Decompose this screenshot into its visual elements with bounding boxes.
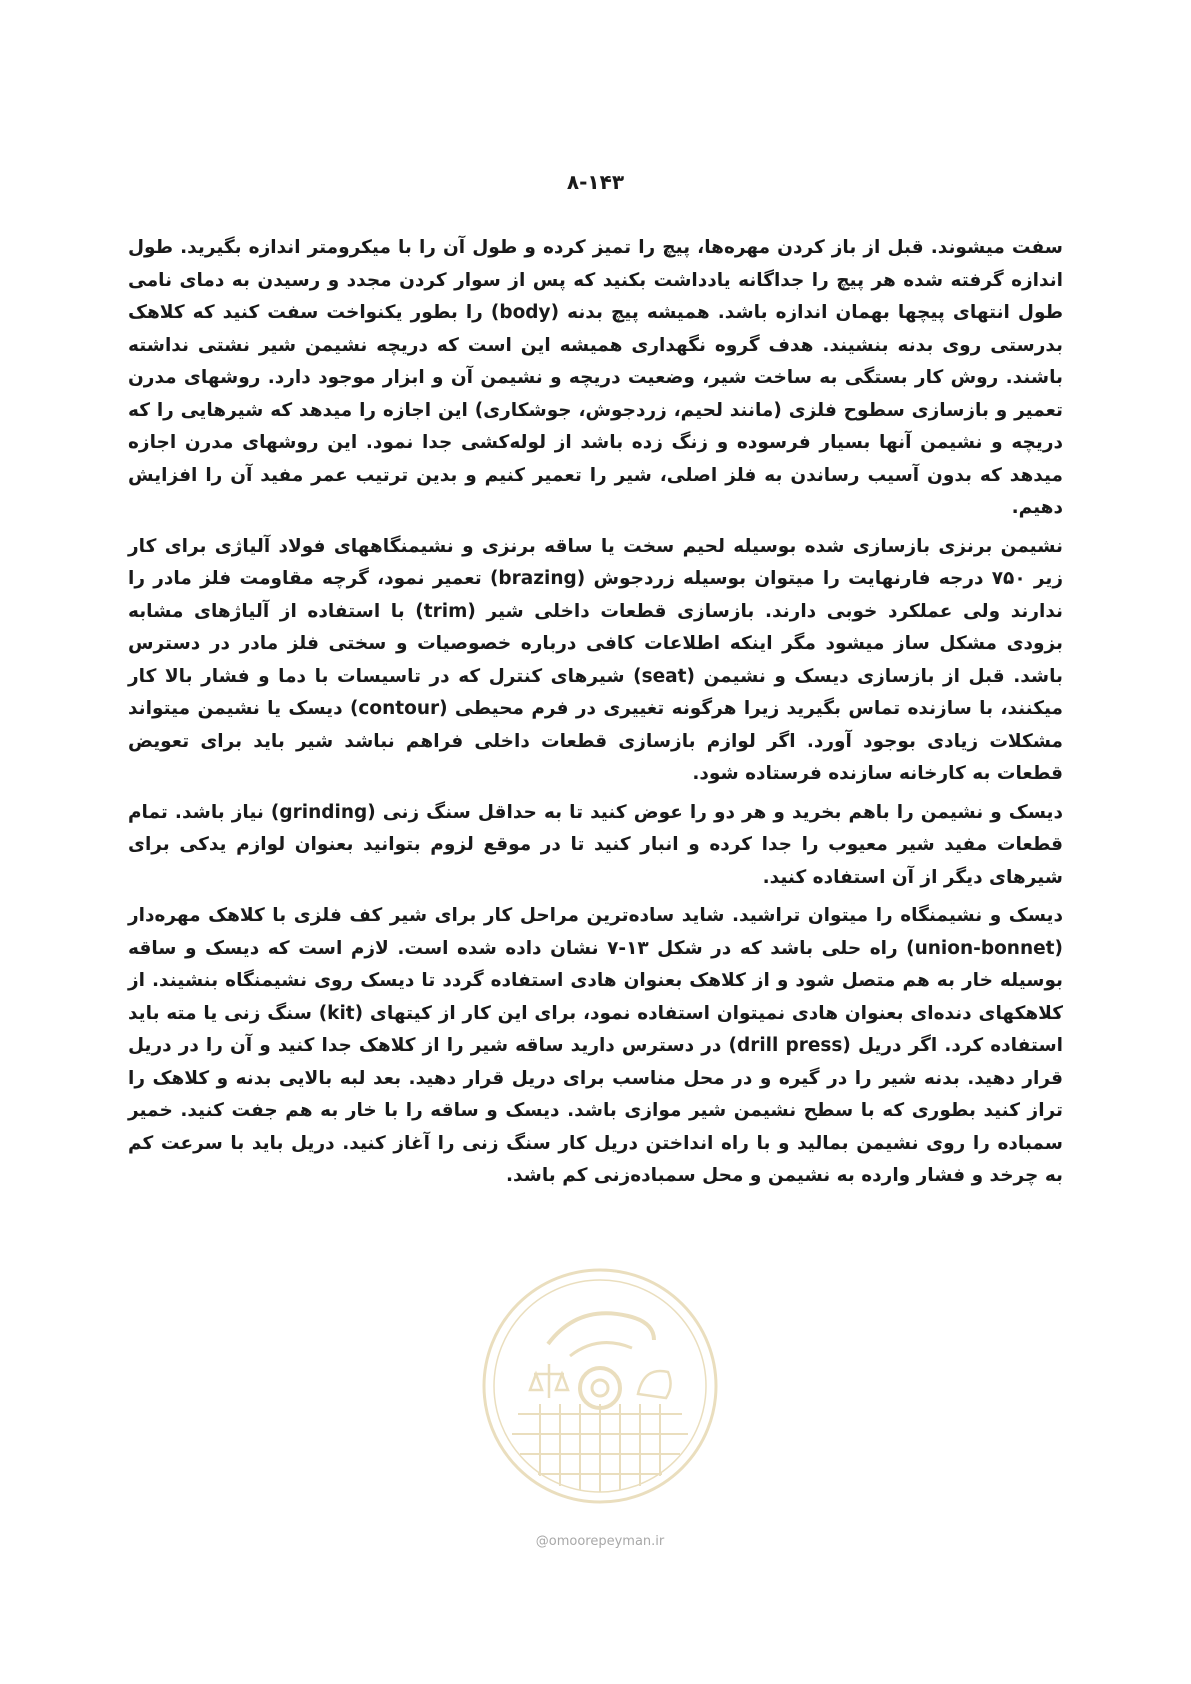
seal-logo-icon — [478, 1264, 722, 1508]
paragraph-2: نشیمن برنزی بازسازی شده بوسیله لحیم سخت یا ساقه برنزی و نشیمنگاههای فولاد آلیاژی برای کار زیر ۷۵۰ درجه فارنهایت را میتوان بوسیله زردجوش (brazing) تعمیر نمود، گرچه مقاومت فلز مادر را ندارند ولی عملکرد خوبی دارند. بازسازی قطعات داخلی شیر (trim) با استفاده از آلیاژهای مشابه بزودی مشکل ساز میشود مگر اینکه اطلاعات کافی درباره خصوصیات و سختی فلز مادر در دسترس باشد. قبل از بازسازی دیسک و نشیمن (seat) شیرهای کنترل که در تاسیسات با دما و فشار بالا کار میکنند، با سازنده تماس بگیرید زیرا هرگونه تغییری در فرم محیطی (contour) دیسک یا نشیمن میتواند مشکلات زیادی بوجود آورد. اگر لوازم بازسازی قطعات داخلی فراهم نباشد شیر باید برای تعویض قطعات به کارخانه سازنده فرستاده شود. — [128, 535, 1063, 784]
page-number: ۸-۱۴۳ — [566, 170, 625, 194]
document-body — [128, 232, 1063, 1199]
paragraph-1: سفت میشوند. قبل از باز کردن مهره‌ها، پیچ را تمیز کرده و طول آن را با میکرومتر اندازه بگیرید. طول اندازه گرفته شده هر پیچ را جداگانه یادداشت بکنید که پس از سوار کردن مجدد و رسیدن به دمای نامی طول انتهای پیچها بهمان اندازه باشد. همیشه پیچ بدنه (body) را بطور یکنواخت سفت کنید که کلاهک بدرستی روی بدنه بنشیند. هدف گروه نگهداری همیشه این است که دریچه نشیمن شیر نشتی نداشته باشند. روش کار بستگی به ساخت شیر، وضعیت دریچه و نشیمن آن و ابزار موجود دارد. روشهای مدرن تعمیر و بازسازی سطوح فلزی (مانند لحیم، زردجوش، جوشکاری) این اجازه را میدهد که شیرهایی را که دریچه و نشیمن آنها بسیار فرسوده و زنگ زده باشد از لوله‌کشی جدا نمود. این روشهای مدرن اجازه میدهد که بدون آسیب رساندن به فلز اصلی، شیر را تعمیر کنیم و بدین ترتیب عمر مفید آن را افزایش دهیم. — [128, 237, 1063, 518]
watermark-caption: @omoorepeyman.ir — [535, 1534, 665, 1549]
paragraph-4: دیسک و نشیمنگاه را میتوان تراشید. شاید ساده‌ترین مراحل کار برای شیر کف فلزی با کلاهک مهره‌دار (union-bonnet) راه حلی باشد که در شکل ۱۳-۷ نشان داده شده است. لازم است که دیسک و ساقه بوسیله خار به هم متصل شود و از کلاهک بعنوان هادی استفاده گردد تا دیسک روی نشیمنگاه بنشیند. از کلاهکهای دنده‌ای بعنوان هادی نمیتوان استفاده نمود، برای این کار از کیتهای (kit) سنگ زنی یا مته باید استفاده کرد. اگر دریل (drill press) در دسترس دارید ساقه شیر را از کلاهک جدا کنید و آن را در دریل قرار دهید. بدنه شیر را در گیره و در محل مناسب برای دریل قرار دهید. بعد لبه بالایی بدنه و کلاهک را تراز کنید بطوری که با سطح نشیمن شیر موازی باشد. دیسک و ساقه را با خار به هم جفت کنید. خمیر سمباده را روی نشیمن بمالید و با راه انداختن دریل کار سنگ زنی را آغاز کنید. دریل باید با سرعت کم به چرخد و فشار وارده به نشیمن و محل سمباده‌زنی کم باشد. — [128, 905, 1063, 1186]
paragraph-3: دیسک و نشیمن را باهم بخرید و هر دو را عوض کنید تا به حداقل سنگ زنی (grinding) نیاز باشد. تمام قطعات مفید شیر معیوب را جدا کرده و انبار کنید تا در موقع لزوم بتوانید بعنوان لوازم یدکی برای شیرهای دیگر از آن استفاده کنید. — [128, 801, 1063, 888]
